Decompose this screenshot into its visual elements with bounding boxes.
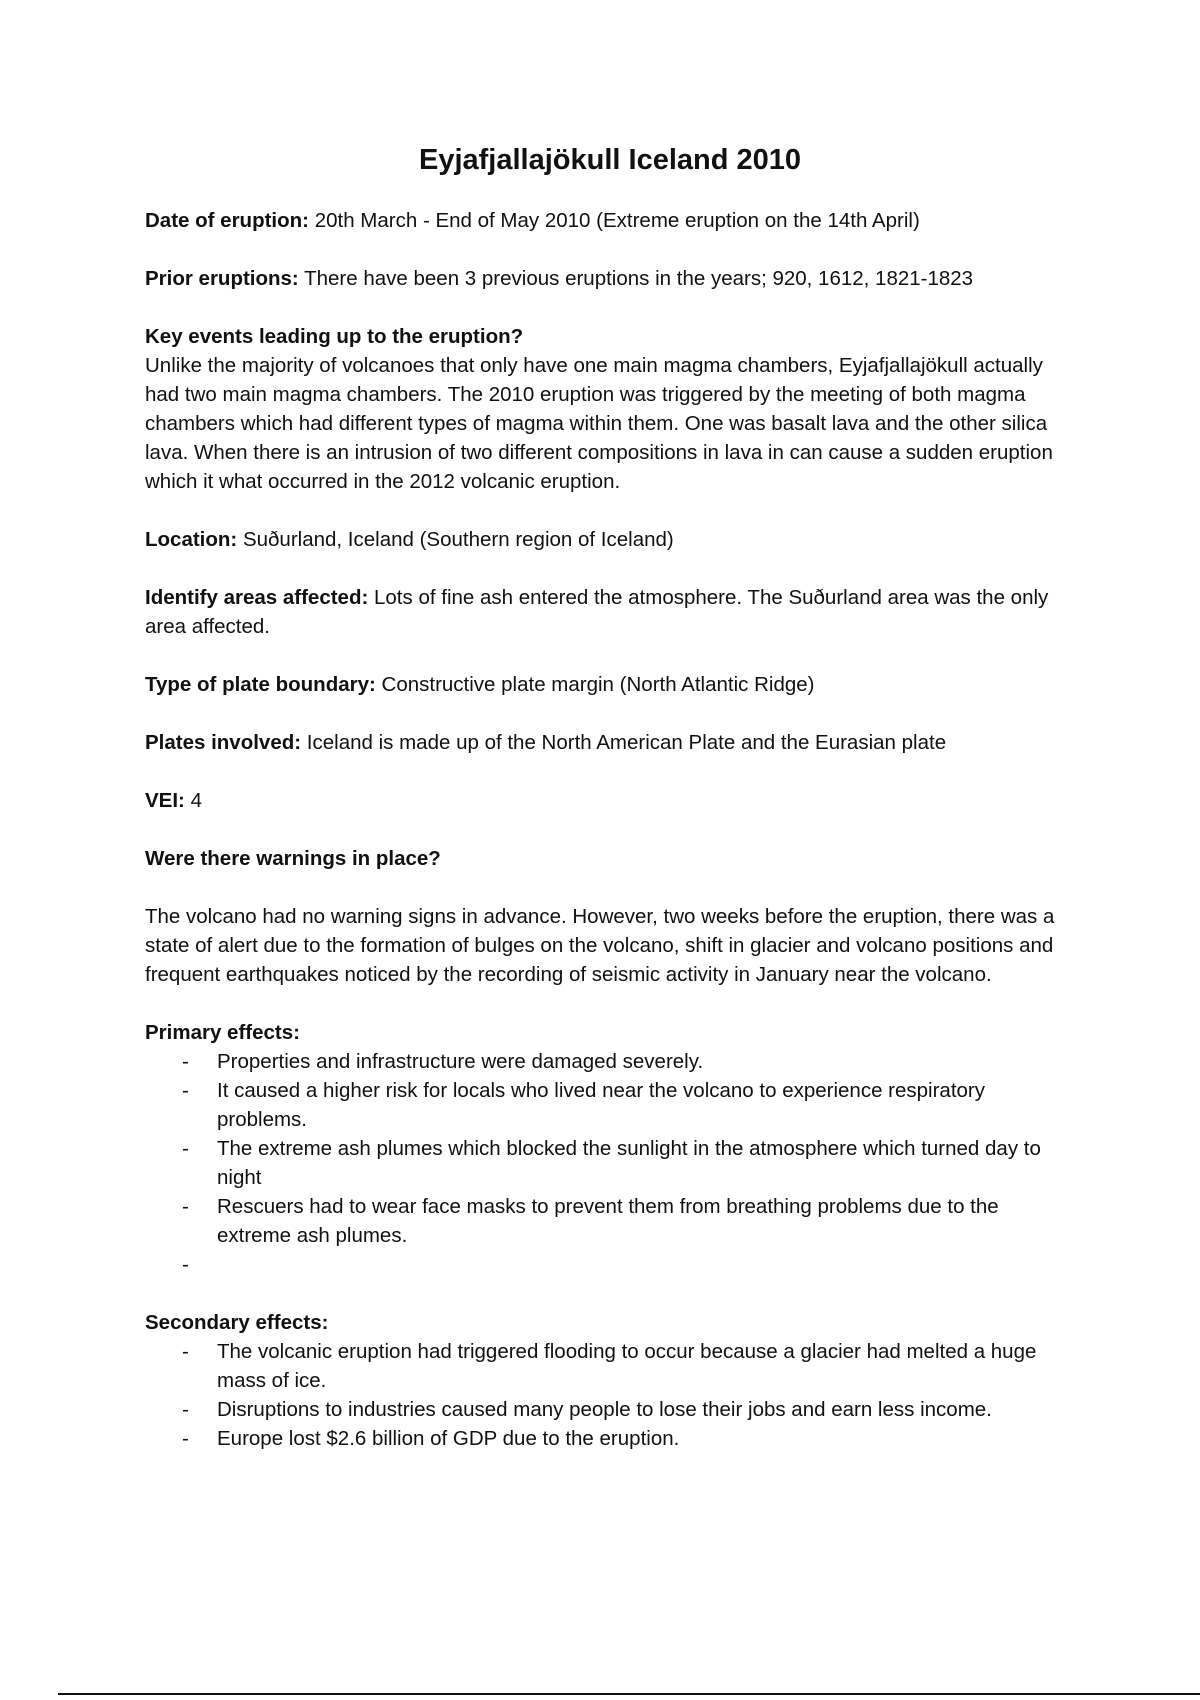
dash-bullet: - [182,1253,189,1276]
dash-bullet: - [182,1079,189,1102]
list-item-text: It caused a higher risk for locals who lived near the volcano to experience respiratory problems. [217,1079,986,1131]
date-of-eruption-value: 20th March - End of May 2010 (Extreme eruption on the 14th April) [309,209,920,232]
areas-affected-value: Lots of fine ash entered the atmosphere. The Suðurland area was the only area affected. [145,586,1049,638]
warnings-body: The volcano had no warning signs in advance. However, two weeks before the eruption, there was a state of alert due to the formation of bulges on the volcano, shift in glacier and volcano positions and frequent earthquakes noticed by the recording of seismic activity in January near the volcano. [145,905,1055,986]
prior-eruptions [145,264,1065,293]
location-value: Suðurland, Iceland (Southern region of Iceland) [237,528,674,551]
warnings-heading: Were there warnings in place? [145,847,441,870]
list-item [145,1424,1065,1453]
spacer [145,873,1065,902]
list-item-empty [145,1250,1065,1279]
list-item-text: The volcanic eruption had triggered flooding to occur because a glacier had melted a huge mass of ice. [217,1340,1037,1392]
dash-bullet: - [182,1137,189,1160]
date-of-eruption [145,206,1065,235]
dash-bullet: - [182,1398,189,1421]
list-item-text: The extreme ash plumes which blocked the sunlight in the atmosphere which turned day to night [217,1137,1041,1189]
list-item-text: Rescuers had to wear face masks to prevent them from breathing problems due to the extreme ash plumes. [217,1195,999,1247]
dash-bullet: - [182,1195,189,1218]
primary-effects-heading: Primary effects: [145,1021,300,1044]
list-item [145,1134,1065,1192]
list-item-text: Properties and infrastructure were damaged severely. [217,1050,704,1073]
prior-eruptions-value: There have been 3 previous eruptions in the years; 920, 1612, 1821-1823 [298,267,974,290]
list-item-text: Europe lost $2.6 billion of GDP due to the eruption. [217,1427,680,1450]
vei-value: 4 [184,789,202,812]
prior-eruptions-label: Prior eruptions: [145,267,299,290]
primary-effects-list [145,1047,1065,1279]
secondary-effects-section [145,1308,1065,1453]
plate-boundary-value: Constructive plate margin (North Atlantic Ridge) [375,673,815,696]
dash-bullet: - [182,1340,189,1363]
vei [145,786,1065,815]
document-content [145,142,1065,1482]
plate-boundary [145,670,1065,699]
list-item [145,1337,1065,1395]
plates-involved-value: Iceland is made up of the North American Plate and the Eurasian plate [301,731,947,754]
areas-affected [145,583,1065,641]
list-item [145,1395,1065,1424]
plates-involved [145,728,1065,757]
document-title: Eyjafjallajökull Iceland 2010 [418,144,802,176]
key-events-body: Unlike the majority of volcanoes that only have one main magma chambers, Eyjafjallajökull actually had two main magma chambers. The 2010 eruption was triggered by the meeting of both magma chambers which had different types of magma within them. One was basalt lava and the other silica lava. When there is an intrusion of two different compositions in lava in can cause a sudden eruption which it what occurred in the 2012 volcanic eruption. [145,354,1053,493]
vei-label: VEI: [145,789,185,812]
date-of-eruption-label: Date of eruption: [145,209,309,232]
plates-involved-label: Plates involved: [145,731,302,754]
list-item-text: Disruptions to industries caused many people to lose their jobs and earn less income. [217,1398,992,1421]
location-label: Location: [145,528,238,551]
primary-effects-section [145,1018,1065,1279]
plate-boundary-label: Type of plate boundary: [145,673,376,696]
dash-bullet: - [182,1050,189,1073]
page-bottom-rule [58,1693,1200,1695]
key-events-section [145,322,1065,496]
areas-affected-label: Identify areas affected: [145,586,369,609]
list-item [145,1076,1065,1134]
secondary-effects-list [145,1337,1065,1453]
key-events-heading: Key events leading up to the eruption? [145,325,524,348]
secondary-effects-heading: Secondary effects: [145,1311,329,1334]
warnings-section [145,844,1065,989]
dash-bullet: - [182,1427,189,1450]
list-item [145,1192,1065,1250]
location [145,525,1065,554]
list-item [145,1047,1065,1076]
